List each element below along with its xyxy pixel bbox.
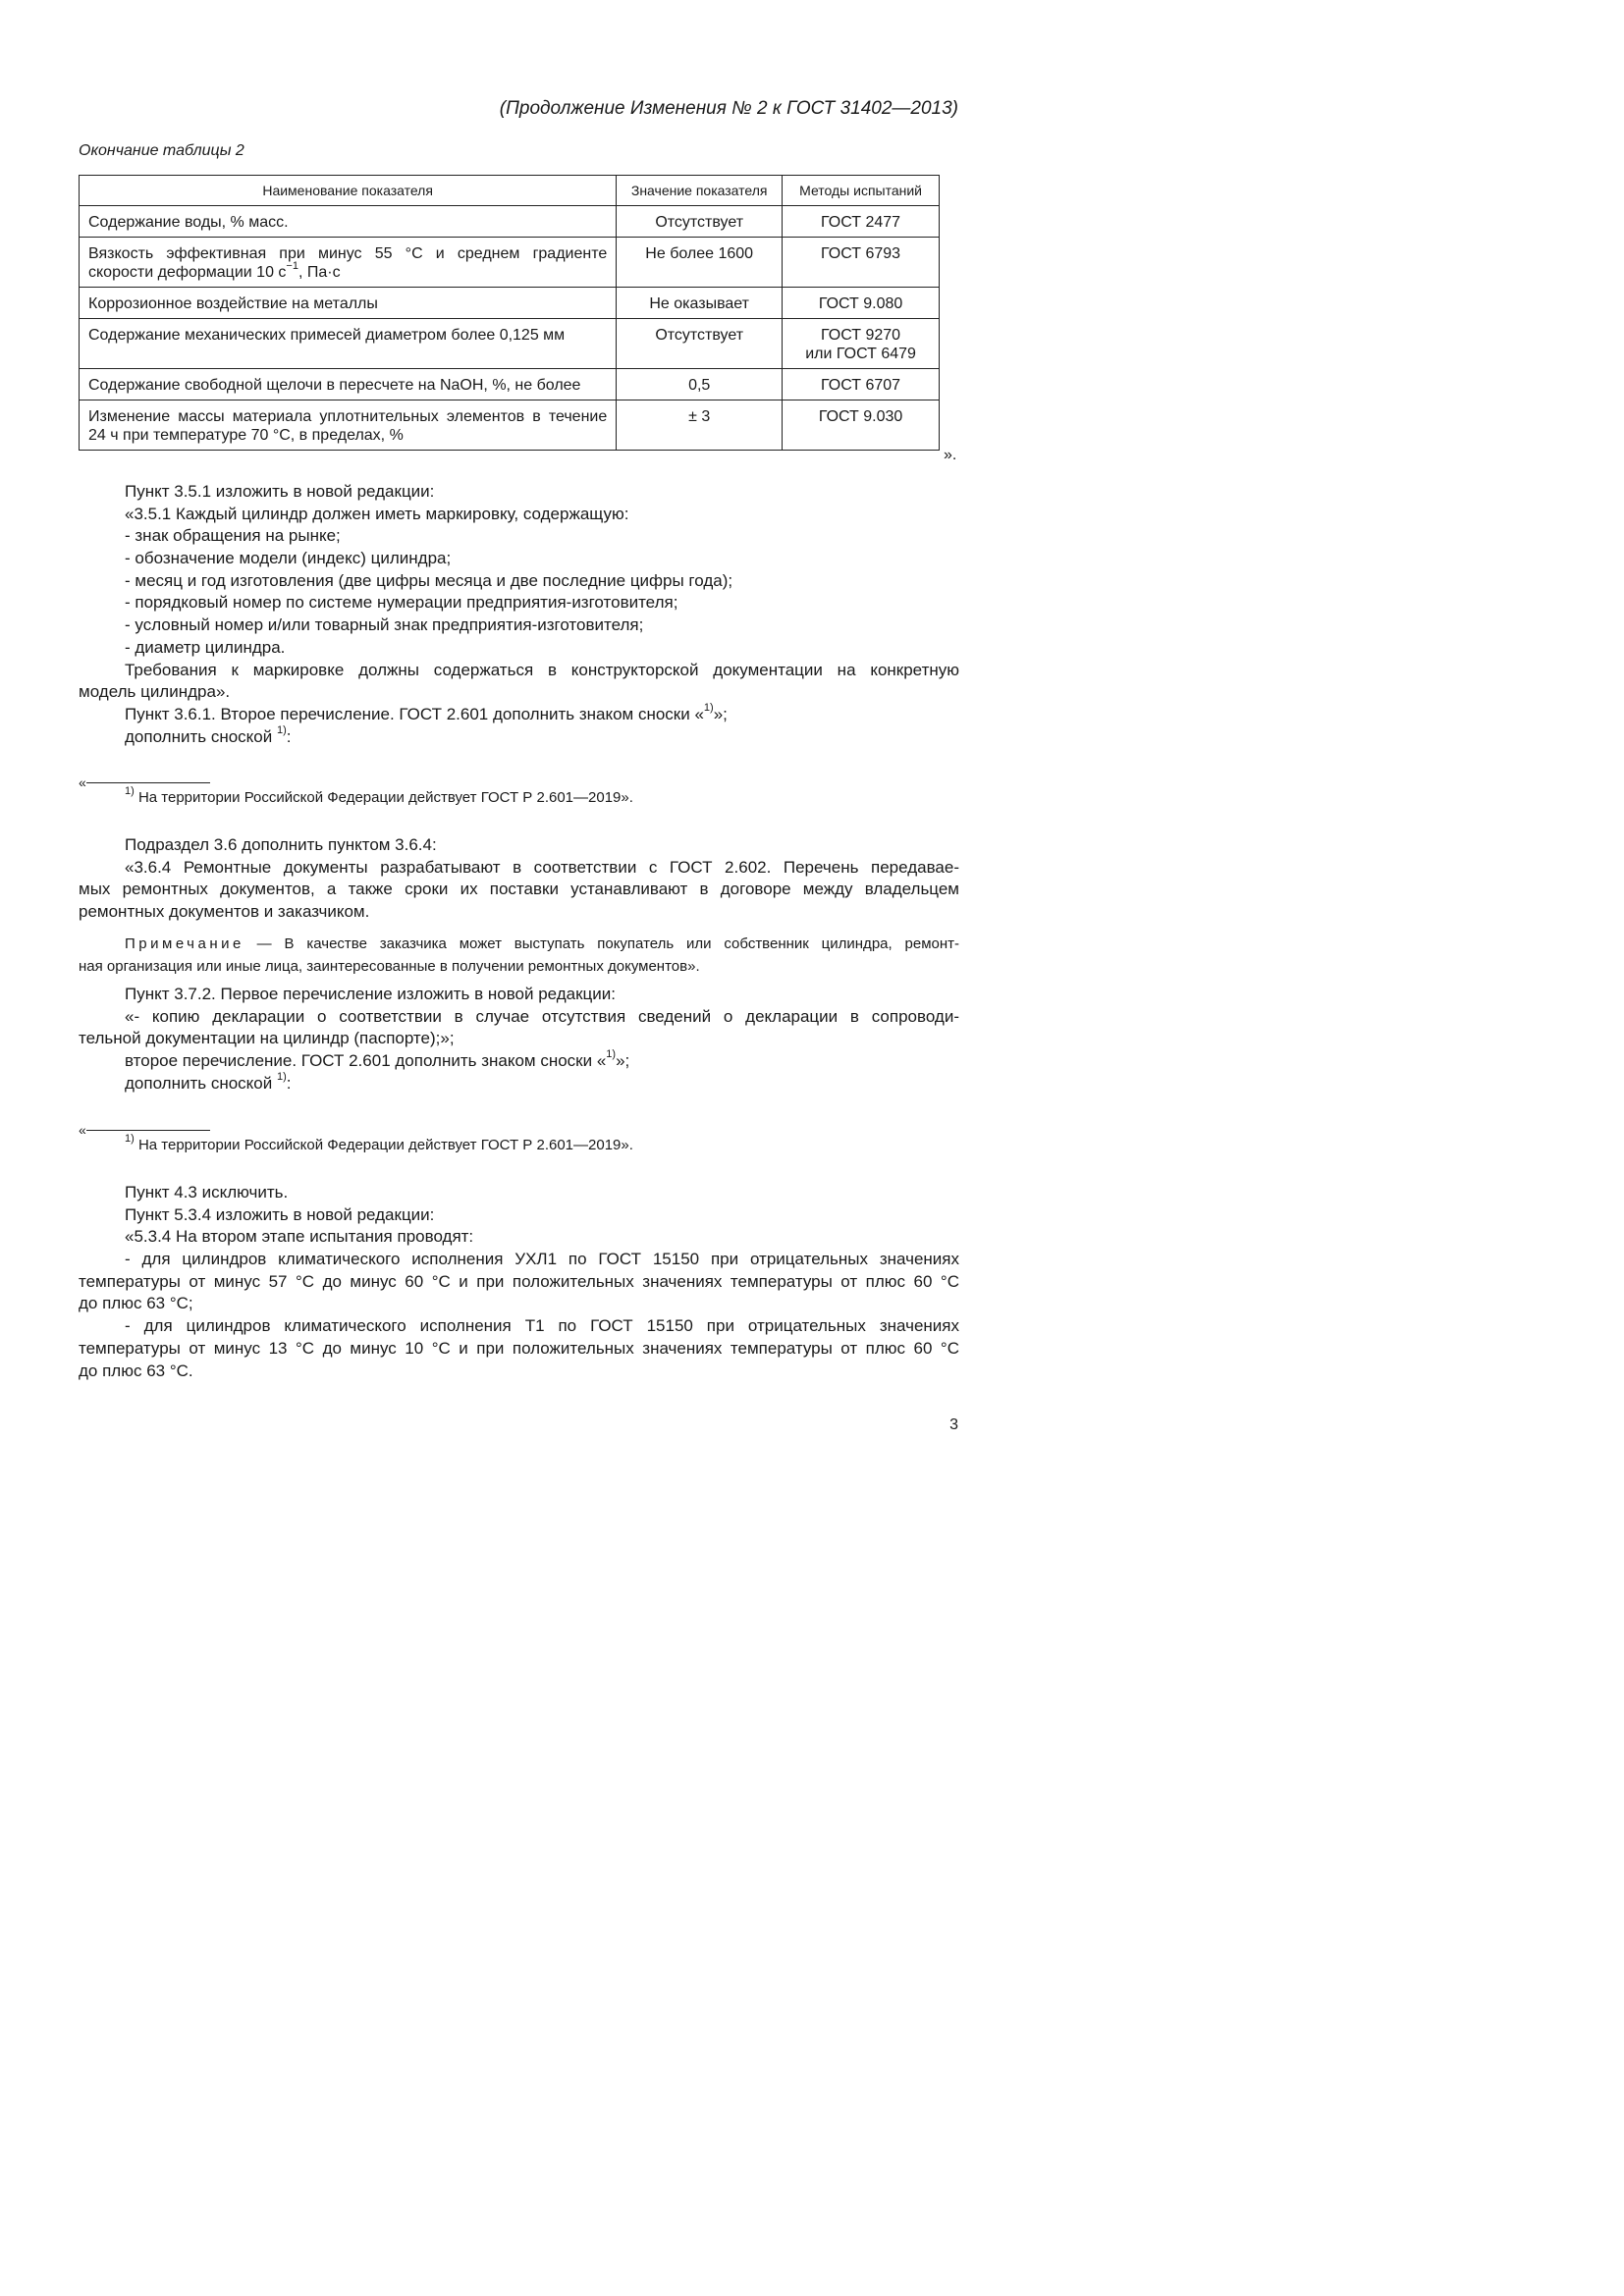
paragraph-line: дополнить сноской $^{1)}$: — [125, 1071, 292, 1093]
footnote-open-quote: « — [79, 1122, 86, 1138]
indicator-value: Отсутствует — [617, 206, 783, 238]
footnote-sign: 1) — [125, 1133, 135, 1145]
column-header: Значение показателя — [617, 176, 783, 206]
paragraph-line: температуры от минус 13 °С до минус 10 °С и при положительных значениях температуры от плюс 60 °С — [79, 1338, 959, 1358]
paragraph-line: Пункт 4.3 исключить. — [125, 1183, 289, 1201]
footnote-sign: 1) — [703, 702, 714, 715]
test-method: ГОСТ 6793 — [783, 238, 940, 288]
indicator-value: ± 3 — [617, 400, 783, 451]
test-method: ГОСТ 6707 — [783, 369, 940, 400]
paragraph-line: дополнить сноской $^{1)}$: — [125, 723, 292, 746]
paragraph-line: температуры от минус 57 °С до минус 60 °С и при положительных значениях температуры от плюс 60 °С — [79, 1271, 959, 1291]
list-item: - знак обращения на рынке; — [125, 526, 341, 546]
footnote-open-quote: « — [79, 774, 86, 790]
footnote-sign: 1) — [276, 1071, 287, 1084]
indicator-name: Содержание механических примесей диаметром более 0,125 мм — [80, 319, 617, 369]
note-line: Примечание — В качестве заказчика может выступать покупатель или собственник цилиндра, ремонт- — [125, 935, 959, 952]
superscript: −1 — [286, 259, 298, 272]
test-method: ГОСТ 9.080 — [783, 288, 940, 319]
footnote-text: $^{1)}$ На территории Российской Федерации действует ГОСТ Р 2.601—2019». — [125, 1133, 633, 1153]
table-row — [80, 319, 940, 369]
paragraph-line: Пункт 3.7.2. Первое перечисление изложить в новой редакции: — [125, 985, 617, 1003]
table-row — [80, 206, 940, 238]
footnote-rule — [86, 1130, 210, 1131]
paragraph-line: Пункт 3.6.1. Второе перечисление. ГОСТ 2.601 дополнить знаком сноски «$^{1)}$»; — [125, 702, 728, 723]
amendment-block-5-3-4 — [79, 1182, 959, 1382]
footnote-sign: 1) — [125, 785, 135, 797]
paragraph-line: Пункт 3.5.1 изложить в новой редакции: — [125, 482, 435, 501]
list-item: - диаметр цилиндра. — [125, 637, 286, 657]
list-item: - месяц и год изготовления (две цифры месяца и две последние цифры года); — [125, 570, 733, 590]
paragraph-line: модель цилиндра». — [79, 682, 231, 702]
test-method: ГОСТ 2477 — [783, 206, 940, 238]
indicator-name: Содержание воды, % масс. — [80, 206, 617, 238]
paragraph-line: «3.5.1 Каждый цилиндр должен иметь маркировку, содержащую: — [125, 504, 629, 523]
paragraph-line: «3.6.4 Ремонтные документы разрабатывают в соответствии с ГОСТ 2.602. Перечень передавае- — [125, 857, 959, 877]
amendment-block-3-7-2 — [79, 984, 959, 1095]
column-header: Наименование показателя — [80, 176, 617, 206]
paragraph-line: ремонтных документов и заказчиком. — [79, 902, 370, 922]
list-item: - порядковый номер по системе нумерации предприятия-изготовителя; — [125, 593, 678, 613]
column-header: Методы испытаний — [783, 176, 940, 206]
list-item: - обозначение модели (индекс) цилиндра; — [125, 549, 452, 568]
note-label: Примечание — [125, 935, 244, 952]
table-row — [80, 400, 940, 451]
footnote-sign: 1) — [276, 723, 287, 736]
amendment-block-3-5-1 — [79, 481, 959, 748]
page-number: 3 — [949, 1416, 958, 1433]
indicator-name: Содержание свободной щелочи в пересчете на NaOH, %, не более — [80, 369, 617, 400]
note-block — [79, 933, 959, 978]
table-row — [80, 238, 940, 288]
note-line: ная организация или иные лица, заинтересованные в получении ремонтных документов». — [79, 958, 700, 975]
indicator-value: 0,5 — [617, 369, 783, 400]
footnote-sign: 1) — [606, 1048, 617, 1061]
indicator-name: Коррозионное воздействие на металлы — [80, 288, 617, 319]
paragraph-line: «5.3.4 На втором этапе испытания проводят: — [125, 1227, 474, 1247]
table-row — [80, 288, 940, 319]
paragraph-line: тельной документации на цилиндр (паспорте);»; — [79, 1029, 455, 1048]
indicator-value: Отсутствует — [617, 319, 783, 369]
paragraph-line: Подраздел 3.6 дополнить пунктом 3.6.4: — [125, 835, 437, 854]
amendment-block-3-6-4 — [79, 834, 959, 924]
indicator-name: Изменение массы материала уплотнительных элементов в течение 24 ч при температуре 70 °С, в пределах, % — [80, 400, 617, 451]
indicator-value: Не оказывает — [617, 288, 783, 319]
paragraph-line: до плюс 63 °С. — [79, 1361, 193, 1380]
indicator-value: Не более 1600 — [617, 238, 783, 288]
table-header-row — [80, 176, 940, 206]
indicator-name: Вязкость эффективная при минус 55 °С и среднем градиенте скорости деформации 10 $с^{-1}$, Па·с — [80, 238, 617, 288]
footnote-text: $^{1)}$ На территории Российской Федерации действует ГОСТ Р 2.601—2019». — [125, 785, 633, 806]
paragraph-line: «- копию декларации о соответствии в случае отсутствия сведений о декларации в сопроводи- — [125, 1006, 959, 1026]
header-continuation: (Продолжение Изменения № 2 к ГОСТ 31402—2013) — [499, 98, 958, 119]
list-item: - для цилиндров климатического исполнения УХЛ1 по ГОСТ 15150 при отрицательных значениях — [125, 1250, 959, 1269]
paragraph-line: до плюс 63 °С; — [79, 1294, 193, 1313]
list-item: - для цилиндров климатического исполнения Т1 по ГОСТ 15150 при отрицательных значениях — [125, 1316, 959, 1336]
table-end-quote: ». — [944, 447, 957, 463]
paragraph-line: мых ремонтных документов, а также сроки их поставки устанавливают в договоре между владельцем — [79, 880, 959, 899]
paragraph-line: второе перечисление. ГОСТ 2.601 дополнить знаком сноски «$^{1)}$»; — [125, 1048, 630, 1071]
test-method: ГОСТ 9.030 — [783, 400, 940, 451]
table-caption: Окончание таблицы 2 — [79, 142, 244, 159]
test-method: ГОСТ 9270 или ГОСТ 6479 — [783, 319, 940, 369]
data-table — [79, 175, 940, 451]
footnote-rule — [86, 782, 210, 783]
paragraph-line: Пункт 5.3.4 изложить в новой редакции: — [125, 1204, 435, 1224]
paragraph-line: Требования к маркировке должны содержаться в конструкторской документации на конкретную — [125, 660, 959, 679]
list-item: - условный номер и/или товарный знак предприятия-изготовителя; — [125, 615, 644, 635]
table-row — [80, 369, 940, 400]
